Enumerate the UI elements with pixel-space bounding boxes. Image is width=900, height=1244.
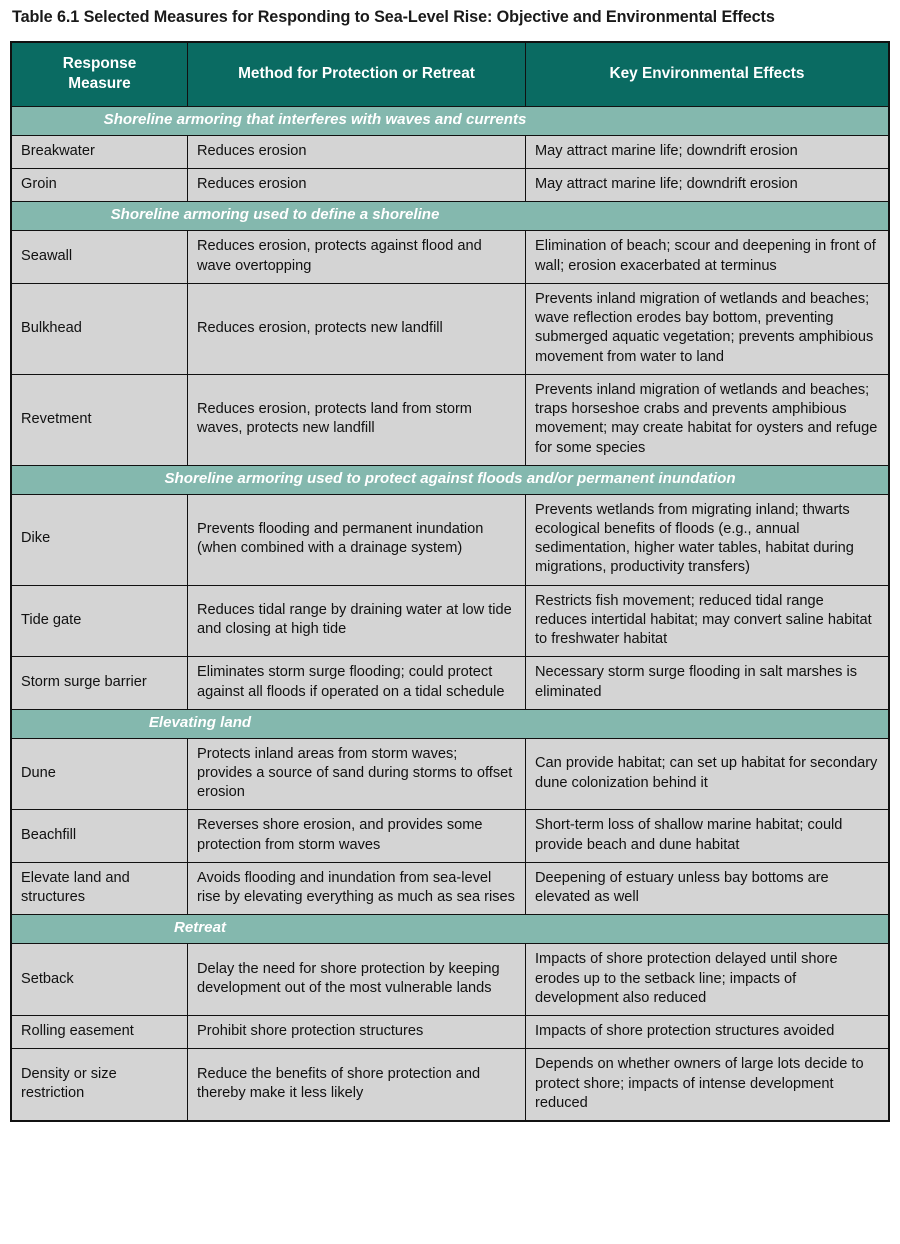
cell-response-measure: Seawall: [12, 231, 188, 284]
table-row: [12, 862, 889, 915]
table-body: [12, 43, 889, 1121]
section-banner-cell: [12, 107, 889, 136]
cell-response-measure: Density or size restriction: [12, 1049, 188, 1121]
section-banner-cell: [12, 709, 889, 738]
cell-effects: Impacts of shore protection delayed until shore erodes up to the setback line; impacts of development also reduced: [526, 944, 889, 1016]
cell-method: Reverses shore erosion, and provides some protection from storm waves: [188, 810, 526, 863]
table-row: [12, 135, 889, 168]
column-header-response-measure: [12, 43, 188, 107]
column-header-effects: Key Environmental Effects: [526, 43, 889, 107]
cell-response-measure: Tide gate: [12, 585, 188, 657]
cell-effects: Deepening of estuary unless bay bottoms are elevated as well: [526, 862, 889, 915]
table-row: [12, 657, 889, 710]
section-banner-label: Retreat: [173, 919, 226, 937]
cell-method: Reduces erosion, protects new landfill: [188, 283, 526, 374]
section-banner-row: [12, 915, 889, 944]
cell-response-measure: Setback: [12, 944, 188, 1016]
cell-effects: Elimination of beach; scour and deepening in front of wall; erosion exacerbated at terminus: [526, 231, 889, 284]
section-banner-row: [12, 202, 889, 231]
page-title: Table 6.1 Selected Measures for Responding to Sea-Level Rise: Objective and Environmental Effects: [12, 8, 775, 26]
cell-effects: Restricts fish movement; reduced tidal range reduces intertidal habitat; may convert saline habitat to freshwater habitat: [526, 585, 889, 657]
table-row: [12, 169, 889, 202]
cell-method: Reduces erosion, protects land from storm waves, protects new landfill: [188, 374, 526, 465]
table-row: [12, 494, 889, 585]
table-header-row: [12, 43, 889, 107]
column-header-method: Method for Protection or Retreat: [188, 43, 526, 107]
table-row: [12, 283, 889, 374]
cell-method: Reduce the benefits of shore protection and thereby make it less likely: [188, 1049, 526, 1121]
cell-method: Reduces erosion: [188, 135, 526, 168]
section-banner-label: Shoreline armoring that interferes with waves and currents: [103, 111, 527, 129]
section-banner-row: [12, 465, 889, 494]
table-row: [12, 585, 889, 657]
cell-effects: Prevents wetlands from migrating inland; thwarts ecological benefits of floods (e.g., annual sedimentation, higher water tables, habitat during migrations, productivity transfers): [526, 494, 889, 585]
cell-response-measure: Rolling easement: [12, 1016, 188, 1049]
cell-response-measure: Dune: [12, 738, 188, 810]
table-container: [10, 41, 890, 1122]
cell-response-measure: Revetment: [12, 374, 188, 465]
section-banner-label: Elevating land: [148, 713, 252, 731]
section-banner-row: [12, 107, 889, 136]
cell-response-measure: Storm surge barrier: [12, 657, 188, 710]
section-banner-label: Shoreline armoring used to define a shoreline: [110, 206, 440, 224]
cell-effects: Necessary storm surge flooding in salt marshes is eliminated: [526, 657, 889, 710]
cell-effects: May attract marine life; downdrift erosion: [526, 169, 889, 202]
section-banner-cell: [12, 202, 889, 231]
cell-method: Delay the need for shore protection by keeping development out of the most vulnerable lands: [188, 944, 526, 1016]
cell-effects: May attract marine life; downdrift erosion: [526, 135, 889, 168]
cell-effects: Depends on whether owners of large lots decide to protect shore; impacts of intense development reduced: [526, 1049, 889, 1121]
cell-response-measure: Breakwater: [12, 135, 188, 168]
column-header-line1: Response: [62, 55, 137, 72]
cell-method: Avoids flooding and inundation from sea-level rise by elevating everything as much as sea rises: [188, 862, 526, 915]
table-row: [12, 1049, 889, 1121]
table-row: [12, 231, 889, 284]
table-row: [12, 738, 889, 810]
column-header-line2: Measure: [68, 75, 131, 93]
cell-response-measure: Groin: [12, 169, 188, 202]
section-banner-label: Shoreline armoring used to protect against floods and/or permanent inundation: [164, 469, 736, 487]
table-row: [12, 374, 889, 465]
cell-method: Prohibit shore protection structures: [188, 1016, 526, 1049]
section-banner-row: [12, 709, 889, 738]
cell-effects: Short-term loss of shallow marine habitat; could provide beach and dune habitat: [526, 810, 889, 863]
cell-effects: Prevents inland migration of wetlands and beaches; wave reflection erodes bay bottom, preventing submerged aquatic vegetation; prevents amphibious movement from water to land: [526, 283, 889, 374]
section-banner-cell: [12, 465, 889, 494]
measures-table: [11, 42, 889, 1121]
table-row: [12, 944, 889, 1016]
cell-effects: Prevents inland migration of wetlands and beaches; traps horseshoe crabs and prevents amphibious movement; may create habitat for oysters and refuge for some species: [526, 374, 889, 465]
cell-effects: Impacts of shore protection structures avoided: [526, 1016, 889, 1049]
cell-method: Reduces erosion, protects against flood and wave overtopping: [188, 231, 526, 284]
cell-method: Prevents flooding and permanent inundation (when combined with a drainage system): [188, 494, 526, 585]
cell-response-measure: Dike: [12, 494, 188, 585]
table-row: [12, 810, 889, 863]
section-banner-cell: [12, 915, 889, 944]
cell-method: Eliminates storm surge flooding; could protect against all floods if operated on a tidal schedule: [188, 657, 526, 710]
cell-response-measure: Beachfill: [12, 810, 188, 863]
cell-response-measure: Bulkhead: [12, 283, 188, 374]
cell-method: Reduces erosion: [188, 169, 526, 202]
cell-response-measure: Elevate land and structures: [12, 862, 188, 915]
cell-method: Protects inland areas from storm waves; provides a source of sand during storms to offset erosion: [188, 738, 526, 810]
cell-method: Reduces tidal range by draining water at low tide and closing at high tide: [188, 585, 526, 657]
cell-effects: Can provide habitat; can set up habitat for secondary dune colonization behind it: [526, 738, 889, 810]
table-row: [12, 1016, 889, 1049]
